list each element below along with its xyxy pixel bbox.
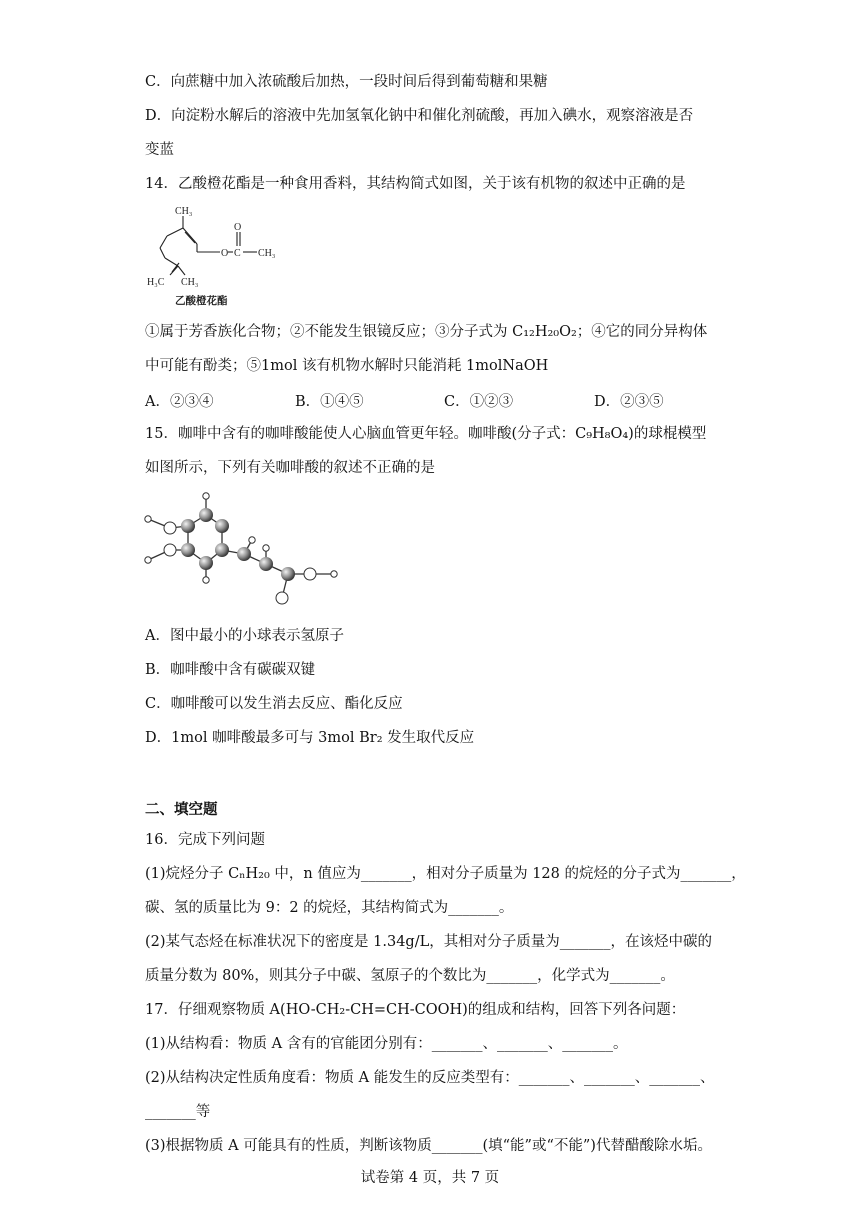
q16-part1-line1: (1)烷烃分子 CₙH₂₀ 中，n 值应为_______，相对分子质量为 128 的烷烃的分子式为_______，: [145, 866, 746, 882]
q14-option-d: D．②③⑤: [594, 394, 664, 410]
q14-statements-line1: ①属于芳香族化合物；②不能发生银镜反应；③分子式为 C₁₂H₂₀O₂；④它的同分异构体: [145, 324, 708, 340]
q15-option-c: C．咖啡酸可以发生消去反应、酯化反应: [145, 696, 403, 712]
q16-part2-line1: (2)某气态烃在标准状况下的密度是 1.34g/L，其相对分子质量为_______，在该烃中碳的: [145, 934, 712, 950]
q16-part2-line2: 质量分数为 80%，则其分子中碳、氢原子的个数比为_______，化学式为_______。: [145, 968, 675, 984]
q13-option-c: C．向蔗糖中加入浓硫酸后加热，一段时间后得到葡萄糖和果糖: [145, 74, 548, 90]
figure-caption: 乙酸橙花酯: [175, 296, 228, 307]
q15-stem-line1: 15．咖啡中含有的咖啡酸能使人心脑血管更年轻。咖啡酸(分子式：C₉H₈O₄)的球棍模型: [145, 426, 707, 442]
q15-stem-line2: 如图所示，下列有关咖啡酸的叙述不正确的是: [145, 460, 435, 476]
label-h3c: H₃C: [147, 277, 165, 288]
neryl-acetate-structure-figure: [145, 200, 290, 310]
label-ch3-top: CH₃: [175, 206, 193, 217]
q14-option-a: A．②③④: [145, 394, 214, 410]
q17-part2-line1: (2)从结构决定性质角度看：物质 A 能发生的反应类型有：_______、_______、_______、: [145, 1070, 715, 1086]
q14-option-b: B．①④⑤: [295, 394, 364, 410]
q15-option-d: D．1mol 咖啡酸最多可与 3mol Br₂ 发生取代反应: [145, 730, 475, 746]
label-c: C: [234, 248, 241, 259]
q17-part3: (3)根据物质 A 可能具有的性质，判断该物质_______(填“能”或“不能”)代替醋酸除水垢。: [145, 1138, 712, 1154]
caffeic-acid-ball-stick-model: [140, 488, 350, 608]
q13-option-d-line1: D．向淀粉水解后的溶液中先加氢氧化钠中和催化剂硫酸，再加入碘水，观察溶液是否: [145, 108, 694, 124]
label-ch3-right: CH₃: [258, 248, 276, 259]
q16-stem: 16．完成下列问题: [145, 832, 265, 848]
q17-part1: (1)从结构看：物质 A 含有的官能团分别有：_______、_______、_______。: [145, 1036, 628, 1052]
q17-stem: 17．仔细观察物质 A(HO-CH₂-CH=CH-COOH)的组成和结构，回答下列各问题：: [145, 1002, 686, 1018]
q17-part2-line2: _______等: [145, 1104, 211, 1120]
label-o-double: O: [234, 222, 242, 233]
q13-option-d-line2: 变蓝: [145, 142, 174, 158]
q16-part1-line2: 碳、氢的质量比为 9：2 的烷烃，其结构简式为_______。: [145, 900, 514, 916]
label-ch3-bottom: CH₃: [181, 277, 199, 288]
q15-option-b: B．咖啡酸中含有碳碳双键: [145, 662, 316, 678]
q14-option-c: C．①②③: [444, 394, 514, 410]
q15-option-a: A．图中最小的小球表示氢原子: [145, 628, 344, 644]
page-footer: 试卷第 4 页，共 7 页: [360, 1170, 500, 1186]
label-o: O: [221, 248, 229, 259]
q14-statements-line2: 中可能有酚类；⑤1mol 该有机物水解时只能消耗 1molNaOH: [145, 358, 549, 374]
q14-stem: 14．乙酸橙花酯是一种食用香料，其结构简式如图，关于该有机物的叙述中正确的是: [145, 176, 686, 192]
section-heading: 二、填空题: [145, 801, 218, 818]
